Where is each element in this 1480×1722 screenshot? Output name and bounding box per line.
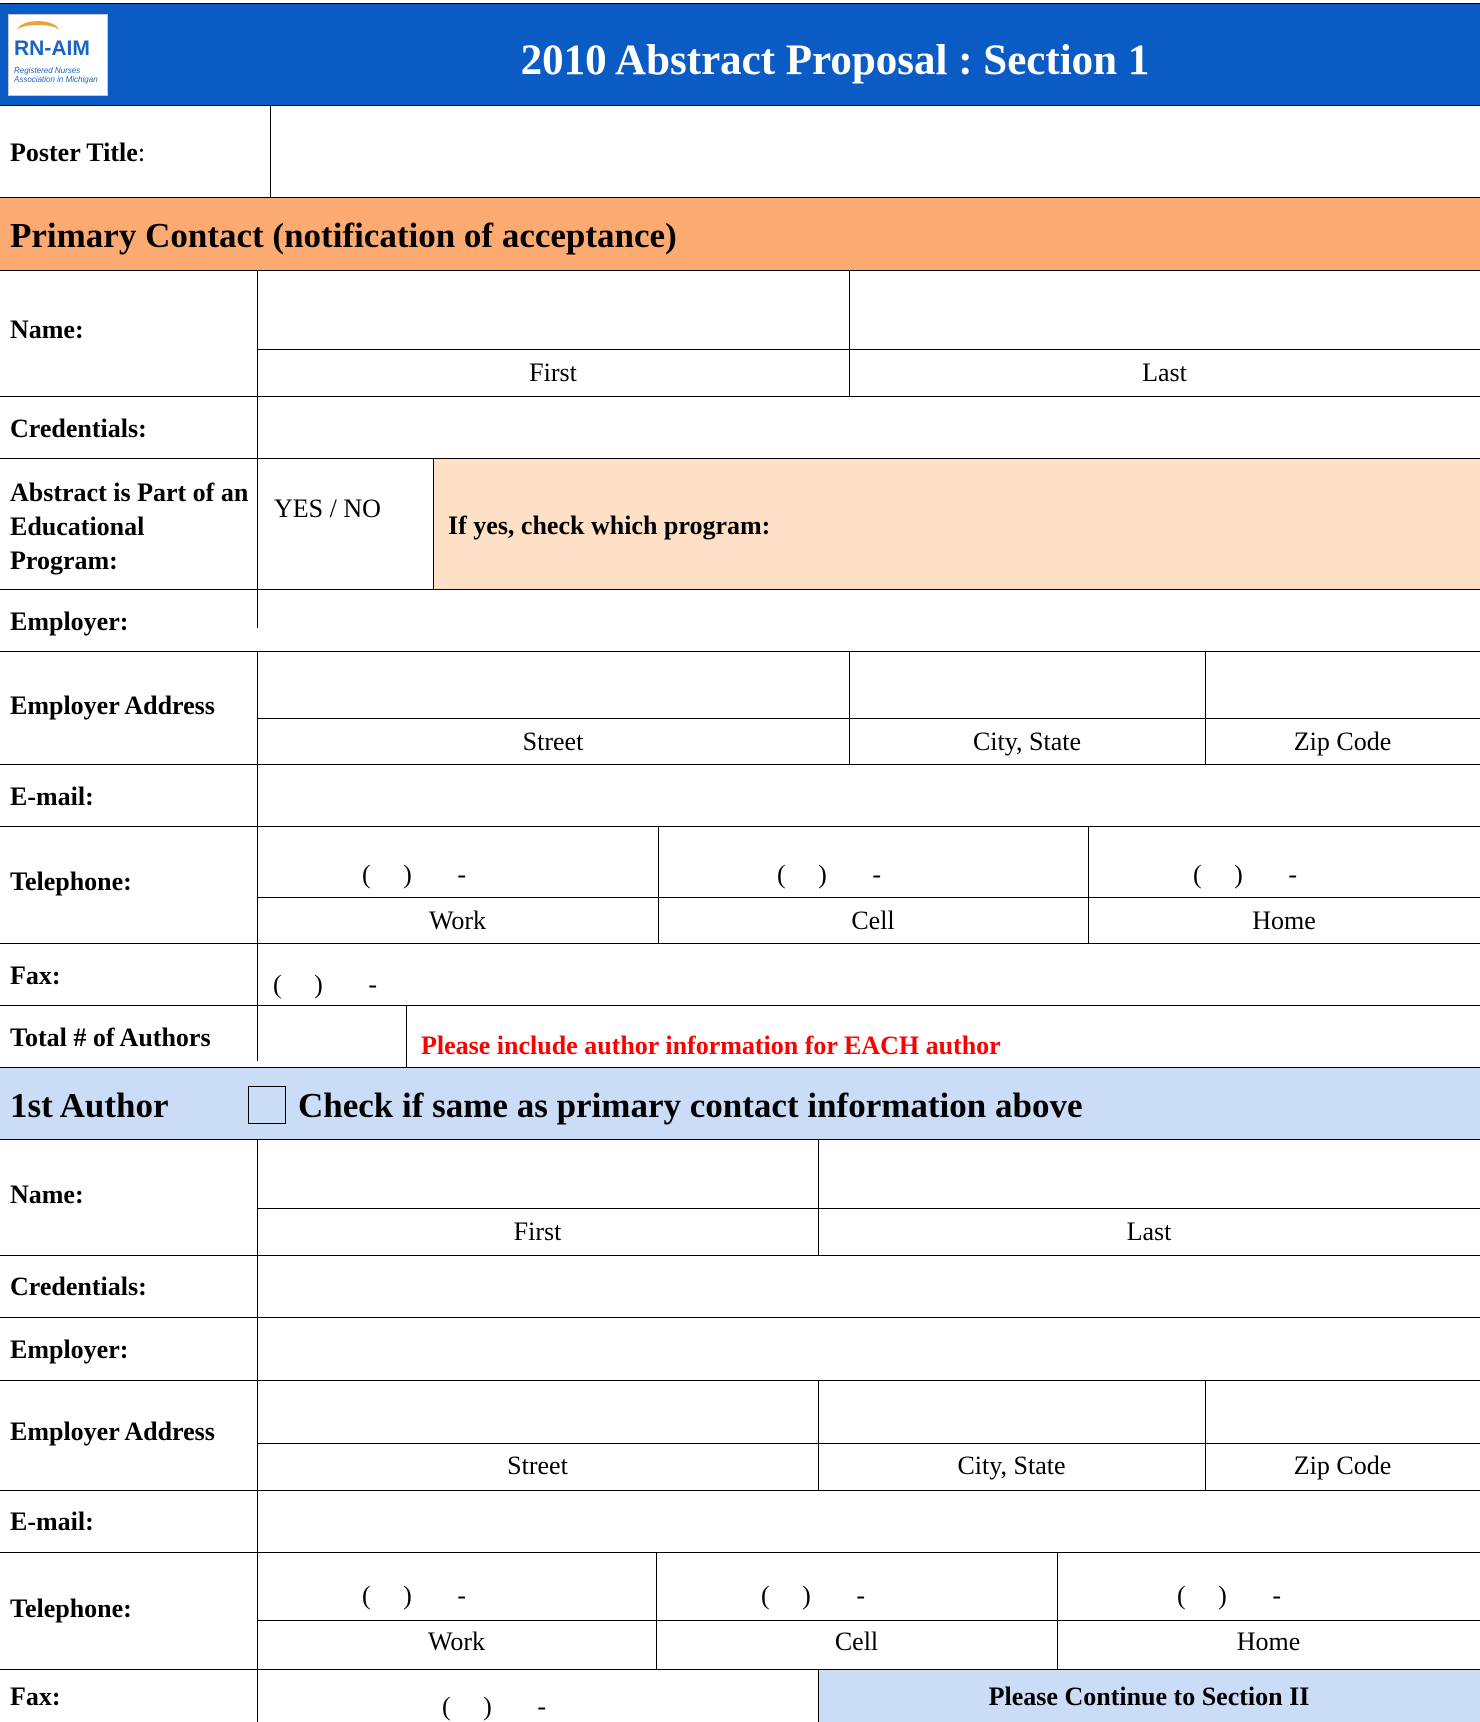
program-prompt: If yes, check which program: [448, 511, 771, 540]
author1-name-label: Name: [10, 1180, 84, 1209]
author1-email-label: E-mail: [10, 1507, 94, 1536]
author1-credentials-field[interactable] [259, 1257, 1480, 1317]
last-name-field[interactable] [851, 272, 1480, 348]
author1-home-phone-field[interactable]: ( ) - [1177, 1581, 1281, 1610]
home-caption: Home [1252, 906, 1316, 935]
cell-caption: Cell [851, 906, 895, 935]
page-title: 2010 Abstract Proposal : Section 1 [520, 37, 1150, 84]
cell-phone-field[interactable]: ( ) - [777, 860, 881, 889]
city-state-caption: City, State [972, 727, 1082, 756]
home-phone-field[interactable]: ( ) - [1193, 860, 1297, 889]
author-info-note: Please include author information for EACH author [421, 1031, 1001, 1060]
author1-last-name-field[interactable] [820, 1141, 1480, 1207]
logo-subtext: Registered Nurses Association in Michigan [14, 66, 98, 84]
employer-label: Employer: [10, 607, 129, 636]
email-label: E-mail: [10, 782, 94, 811]
yes-no-option[interactable]: YES / NO [274, 494, 381, 523]
author1-employer-field[interactable] [259, 1319, 1480, 1379]
fax-label: Fax: [10, 961, 61, 990]
author1-work-caption: Work [427, 1627, 486, 1656]
author1-zip-field[interactable] [1207, 1382, 1480, 1442]
continue-note: Please Continue to Section II [988, 1682, 1310, 1711]
city-state-field[interactable] [851, 653, 1203, 717]
name-label: Name: [10, 315, 84, 344]
author1-fax-label: Fax: [10, 1682, 61, 1711]
author1-heading: 1st Author [10, 1086, 169, 1125]
total-authors-field[interactable] [259, 1007, 404, 1067]
work-caption: Work [428, 906, 487, 935]
fax-field[interactable]: ( ) - [273, 970, 377, 999]
logo-text: RN-AIM [14, 37, 90, 60]
email-field[interactable] [259, 766, 1480, 826]
author1-first-name-field[interactable] [259, 1141, 816, 1207]
employer-field[interactable] [259, 591, 1480, 651]
credentials-label: Credentials: [10, 414, 147, 443]
same-as-primary-checkbox[interactable] [248, 1086, 286, 1124]
total-authors-label: Total # of Authors [10, 1023, 211, 1052]
author1-zip-caption: Zip Code [1293, 1451, 1392, 1480]
first-caption: First [529, 358, 577, 387]
author1-home-caption: Home [1236, 1627, 1301, 1656]
author1-first-caption: First [513, 1217, 562, 1246]
last-caption: Last [1142, 358, 1187, 387]
author1-employer-address-label: Employer Address [10, 1417, 215, 1446]
author1-cell-caption: Cell [834, 1627, 879, 1656]
work-phone-field[interactable]: ( ) - [362, 860, 466, 889]
poster-title-label: Poster Title: [10, 138, 146, 167]
same-as-primary-label: Check if same as primary contact information above [298, 1086, 1083, 1125]
author1-fax-field[interactable]: ( ) - [442, 1692, 546, 1721]
telephone-label: Telephone: [10, 867, 132, 896]
street-field[interactable] [259, 653, 847, 717]
author1-credentials-label: Credentials: [10, 1272, 147, 1301]
author1-cell-phone-field[interactable]: ( ) - [761, 1581, 865, 1610]
credentials-field[interactable] [259, 398, 1480, 458]
author1-employer-label: Employer: [10, 1335, 129, 1364]
author1-work-phone-field[interactable]: ( ) - [362, 1581, 466, 1610]
zip-field[interactable] [1207, 653, 1480, 717]
employer-address-label: Employer Address [10, 691, 215, 720]
poster-title-field[interactable] [272, 107, 1480, 197]
author1-email-field[interactable] [259, 1492, 1480, 1552]
zip-caption: Zip Code [1293, 727, 1392, 756]
author1-street-caption: Street [507, 1451, 568, 1480]
first-name-field[interactable] [259, 272, 847, 348]
author1-last-caption: Last [1126, 1217, 1172, 1246]
author1-telephone-label: Telephone: [10, 1594, 132, 1623]
primary-contact-heading: Primary Contact (notification of acceptance) [10, 216, 677, 255]
educational-program-label: Abstract is Part of an Educational Program: [10, 478, 249, 575]
author1-city-state-field[interactable] [820, 1382, 1203, 1442]
author1-street-field[interactable] [259, 1382, 816, 1442]
street-caption: Street [522, 727, 584, 756]
author1-city-state-caption: City, State [957, 1451, 1066, 1480]
